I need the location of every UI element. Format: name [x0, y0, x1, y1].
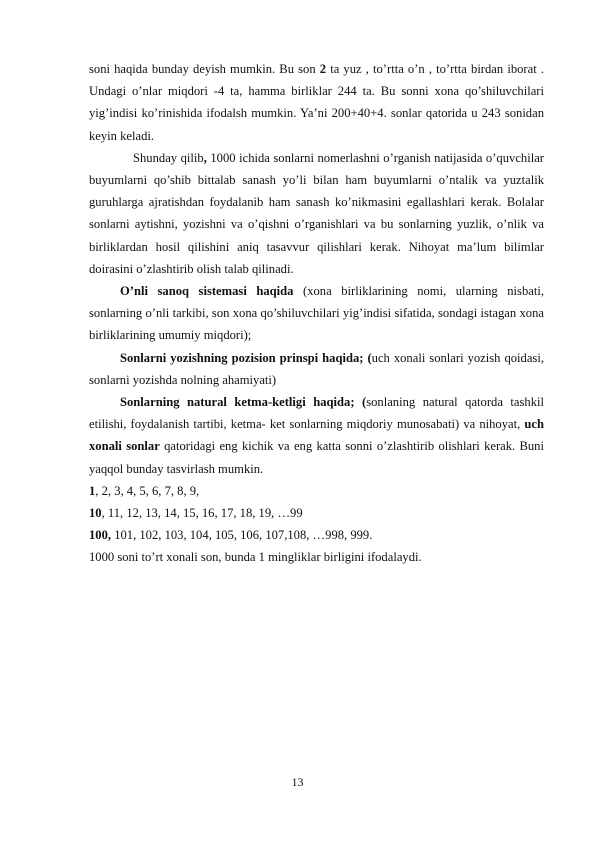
page-number: 13 [291, 775, 304, 789]
bold-number: 1 [89, 483, 96, 498]
sequence-line-2 [89, 502, 544, 524]
bold-heading: O’nli sanoq sistemasi haqida [120, 284, 294, 299]
bold-text: , [203, 150, 207, 165]
text: 1000 soni to’rt xonali son, bunda 1 mingliklar birligini ifodalaydi. [89, 550, 422, 565]
bold-text: uch xonali sonlar [89, 417, 544, 454]
text: , 11, 12, 13, 14, 15, 16, 17, 18, 19, …99 [101, 506, 303, 521]
text: 1000 ichida sonlarni nomerlashni o’rganish natijasida o’quvchilar buyumlarni qo’shib bittalab sanash yo’li bilan ham buyumlarni o’ntalik va yuztalik guruhlarga ajratishdan foydalanib ham sanash ko’nikmasini egallashlari kerak. Bolalar sonlarni aytishni, yozishni va o’qishni o’rganishlari va bu sonlarning yuzlik, o’nlik va birliklardan hosil qilishini aniq tasavvur qilishlari kerak. Nihoyat ma’lum bilimlar doirasini o’zlashtirib olish talab qilinadi. [89, 150, 544, 276]
text: qatoridagi eng kichik va eng katta sonni o’zlashtirib olishlari kerak. Buni yaqqol bunday tasvirlash mumkin. [89, 439, 544, 476]
body-text [89, 58, 544, 569]
paragraph-2 [89, 147, 544, 280]
paragraph-3 [89, 280, 544, 347]
sequence-line-3 [89, 524, 544, 546]
bold-text: 2 [319, 62, 327, 76]
sequence-line-1 [89, 480, 544, 502]
text: ta yuz , to’rtta o’n , to’rtta birdan iborat . Undagi o’nlar miqdori -4 ta, hamma birliklar 244 ta. Bu sonni xona qo’shiluvchilari yig’indisi ko’rinishida ifodalsh mumkin. Ya’ni 200+40+4. sonlar qatorida u 243 sonidan keyin keladi. [89, 62, 544, 143]
bold-number: 10 [89, 506, 102, 521]
bold-heading: Sonlarning natural ketma-ketligi haqida; ( [120, 395, 367, 410]
text: uch xonali sonlari yozish qoidasi, sonlarni yozishda nolning ahamiyati) [89, 350, 544, 387]
text: , 2, 3, 4, 5, 6, 7, 8, 9, [95, 483, 200, 498]
bold-heading: Sonlarni yozishning pozision prinspi haqida; ( [120, 350, 372, 365]
text: Shunday qilib [133, 150, 204, 165]
final-line [89, 546, 544, 568]
paragraph-5 [89, 391, 544, 480]
paragraph-1 [89, 58, 544, 147]
text: sonlaning natural qatorda tashkil etilishi, foydalanish tartibi, ketma- ket sonlarning miqdoriy munosabati) va nihoyat, [89, 395, 544, 432]
bold-number: 100, [89, 528, 112, 543]
text: soni haqida bunday deyish mumkin. Bu son [89, 62, 320, 76]
text: (xona birliklarining nomi, ularning nisbati, sonlarning o’nli tarkibi, son xona qo’shiluvchilari yig’indisi sifatida, sondagi istagan xona birliklarining umumiy miqdori); [89, 284, 544, 343]
text: 101, 102, 103, 104, 105, 106, 107,108, …998, 999. [111, 528, 373, 543]
paragraph-4 [89, 347, 544, 391]
